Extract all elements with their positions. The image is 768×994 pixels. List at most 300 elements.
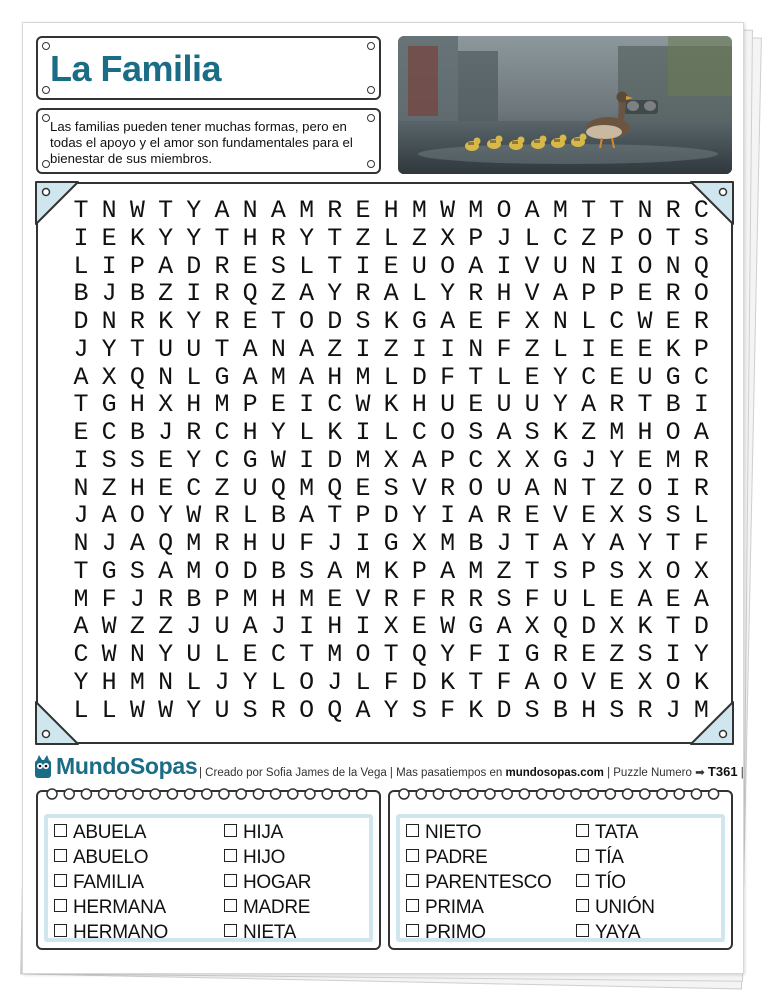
grid-letter[interactable]: Z bbox=[101, 473, 117, 503]
grid-letter[interactable]: M bbox=[299, 473, 315, 503]
grid-letter[interactable]: A bbox=[496, 418, 512, 447]
grid-letter[interactable]: G bbox=[665, 362, 681, 392]
grid-letter[interactable]: T bbox=[637, 390, 653, 420]
grid-letter[interactable]: R bbox=[693, 307, 709, 336]
word-list-item[interactable] bbox=[406, 872, 552, 894]
grid-letter[interactable]: U bbox=[158, 334, 174, 364]
grid-letter[interactable]: R bbox=[609, 390, 625, 420]
grid-letter[interactable]: Y bbox=[270, 418, 286, 447]
grid-letter[interactable]: R bbox=[270, 695, 286, 725]
grid-letter[interactable]: A bbox=[73, 362, 89, 392]
grid-letter[interactable]: K bbox=[693, 667, 709, 697]
grid-letter[interactable]: K bbox=[468, 695, 484, 725]
grid-letter[interactable]: M bbox=[129, 667, 145, 697]
grid-letter[interactable]: Y bbox=[186, 695, 202, 725]
grid-letter[interactable]: J bbox=[327, 529, 343, 558]
word-list-item[interactable] bbox=[54, 822, 146, 844]
grid-letter[interactable]: L bbox=[73, 695, 89, 725]
checkbox-icon[interactable] bbox=[406, 824, 419, 837]
grid-letter[interactable]: S bbox=[496, 584, 512, 614]
grid-letter[interactable]: M bbox=[299, 584, 315, 614]
grid-letter[interactable]: S bbox=[355, 307, 371, 336]
grid-letter[interactable]: J bbox=[496, 223, 512, 253]
grid-letter[interactable]: S bbox=[129, 445, 145, 475]
grid-letter[interactable]: I bbox=[665, 640, 681, 669]
grid-letter[interactable]: L bbox=[524, 223, 540, 253]
grid-letter[interactable]: P bbox=[581, 279, 597, 309]
grid-letter[interactable]: A bbox=[524, 667, 540, 697]
grid-letter[interactable]: X bbox=[524, 445, 540, 475]
grid-letter[interactable]: H bbox=[186, 390, 202, 420]
grid-letter[interactable]: F bbox=[693, 529, 709, 558]
grid-letter[interactable]: S bbox=[552, 556, 568, 586]
grid-letter[interactable]: W bbox=[158, 695, 174, 725]
grid-letter[interactable]: T bbox=[214, 334, 230, 364]
grid-letter[interactable]: I bbox=[355, 529, 371, 558]
grid-letter[interactable]: C bbox=[214, 445, 230, 475]
grid-letter[interactable]: A bbox=[299, 362, 315, 392]
grid-letter[interactable]: M bbox=[73, 584, 89, 614]
grid-letter[interactable]: X bbox=[158, 390, 174, 420]
grid-letter[interactable]: A bbox=[158, 556, 174, 586]
word-list-item[interactable] bbox=[576, 822, 638, 844]
grid-letter[interactable]: T bbox=[581, 196, 597, 225]
grid-letter[interactable]: Y bbox=[186, 445, 202, 475]
grid-letter[interactable]: A bbox=[524, 196, 540, 225]
grid-letter[interactable]: A bbox=[468, 501, 484, 531]
grid-letter[interactable]: U bbox=[637, 362, 653, 392]
grid-letter[interactable]: A bbox=[158, 251, 174, 281]
grid-letter[interactable]: A bbox=[299, 501, 315, 531]
grid-letter[interactable]: L bbox=[581, 584, 597, 614]
grid-letter[interactable]: R bbox=[440, 584, 456, 614]
grid-letter[interactable]: L bbox=[186, 362, 202, 392]
grid-letter[interactable]: E bbox=[637, 279, 653, 309]
grid-letter[interactable]: P bbox=[609, 223, 625, 253]
grid-letter[interactable]: V bbox=[524, 279, 540, 309]
grid-letter[interactable]: R bbox=[468, 584, 484, 614]
grid-letter[interactable]: W bbox=[129, 196, 145, 225]
grid-letter[interactable]: I bbox=[73, 445, 89, 475]
grid-letter[interactable]: A bbox=[327, 556, 343, 586]
grid-letter[interactable]: M bbox=[186, 529, 202, 558]
grid-letter[interactable]: Y bbox=[73, 667, 89, 697]
grid-letter[interactable]: J bbox=[665, 695, 681, 725]
grid-letter[interactable]: C bbox=[552, 223, 568, 253]
grid-letter[interactable]: N bbox=[242, 196, 258, 225]
grid-letter[interactable]: Y bbox=[693, 640, 709, 669]
grid-letter[interactable]: E bbox=[637, 445, 653, 475]
grid-letter[interactable]: J bbox=[186, 612, 202, 642]
grid-letter[interactable]: J bbox=[101, 279, 117, 309]
grid-letter[interactable]: R bbox=[355, 279, 371, 309]
grid-letter[interactable]: A bbox=[609, 529, 625, 558]
grid-letter[interactable]: E bbox=[355, 196, 371, 225]
grid-letter[interactable]: R bbox=[214, 279, 230, 309]
grid-letter[interactable]: E bbox=[468, 390, 484, 420]
grid-letter[interactable]: W bbox=[186, 501, 202, 531]
grid-letter[interactable]: G bbox=[468, 612, 484, 642]
grid-letter[interactable]: W bbox=[355, 390, 371, 420]
word-list-item[interactable] bbox=[576, 847, 624, 869]
grid-letter[interactable]: U bbox=[524, 390, 540, 420]
grid-letter[interactable]: R bbox=[214, 251, 230, 281]
grid-letter[interactable]: Z bbox=[411, 223, 427, 253]
grid-letter[interactable]: X bbox=[637, 667, 653, 697]
grid-letter[interactable]: D bbox=[581, 612, 597, 642]
grid-letter[interactable]: M bbox=[440, 529, 456, 558]
grid-letter[interactable]: K bbox=[327, 418, 343, 447]
grid-letter[interactable]: P bbox=[411, 556, 427, 586]
grid-letter[interactable]: W bbox=[129, 695, 145, 725]
checkbox-icon[interactable] bbox=[406, 849, 419, 862]
checkbox-icon[interactable] bbox=[406, 874, 419, 887]
grid-letter[interactable]: N bbox=[270, 334, 286, 364]
grid-letter[interactable]: C bbox=[411, 418, 427, 447]
grid-letter[interactable]: S bbox=[637, 640, 653, 669]
grid-letter[interactable]: O bbox=[299, 695, 315, 725]
grid-letter[interactable]: A bbox=[552, 529, 568, 558]
grid-letter[interactable]: P bbox=[693, 334, 709, 364]
grid-letter[interactable]: I bbox=[440, 334, 456, 364]
grid-letter[interactable]: R bbox=[129, 307, 145, 336]
grid-letter[interactable]: K bbox=[383, 307, 399, 336]
grid-letter[interactable]: J bbox=[73, 501, 89, 531]
grid-letter[interactable]: I bbox=[355, 251, 371, 281]
grid-letter[interactable]: O bbox=[468, 473, 484, 503]
grid-letter[interactable]: D bbox=[411, 362, 427, 392]
grid-letter[interactable]: M bbox=[693, 695, 709, 725]
checkbox-icon[interactable] bbox=[576, 924, 589, 937]
grid-letter[interactable]: Z bbox=[524, 334, 540, 364]
grid-letter[interactable]: Y bbox=[186, 307, 202, 336]
grid-letter[interactable]: M bbox=[468, 196, 484, 225]
grid-letter[interactable]: A bbox=[242, 362, 258, 392]
grid-letter[interactable]: L bbox=[214, 640, 230, 669]
grid-letter[interactable]: I bbox=[73, 223, 89, 253]
grid-letter[interactable]: N bbox=[158, 362, 174, 392]
grid-letter[interactable]: P bbox=[129, 251, 145, 281]
grid-letter[interactable]: R bbox=[327, 196, 343, 225]
checkbox-icon[interactable] bbox=[224, 899, 237, 912]
grid-letter[interactable]: O bbox=[129, 501, 145, 531]
grid-letter[interactable]: E bbox=[383, 251, 399, 281]
word-list-item[interactable] bbox=[224, 822, 283, 844]
word-list-item[interactable] bbox=[224, 922, 296, 944]
checkbox-icon[interactable] bbox=[54, 924, 67, 937]
grid-letter[interactable]: S bbox=[383, 473, 399, 503]
grid-letter[interactable]: L bbox=[552, 334, 568, 364]
grid-letter[interactable]: H bbox=[129, 390, 145, 420]
grid-letter[interactable]: R bbox=[440, 473, 456, 503]
grid-letter[interactable]: P bbox=[214, 584, 230, 614]
grid-letter[interactable]: U bbox=[270, 529, 286, 558]
grid-letter[interactable]: Z bbox=[270, 279, 286, 309]
grid-letter[interactable]: Y bbox=[440, 640, 456, 669]
grid-letter[interactable]: U bbox=[552, 584, 568, 614]
grid-letter[interactable]: F bbox=[440, 362, 456, 392]
word-list-item[interactable] bbox=[576, 897, 655, 919]
grid-letter[interactable]: U bbox=[214, 612, 230, 642]
grid-letter[interactable]: N bbox=[468, 334, 484, 364]
grid-letter[interactable]: P bbox=[440, 445, 456, 475]
grid-letter[interactable]: P bbox=[609, 279, 625, 309]
grid-letter[interactable]: J bbox=[270, 612, 286, 642]
grid-letter[interactable]: Z bbox=[383, 334, 399, 364]
grid-letter[interactable]: C bbox=[214, 418, 230, 447]
grid-letter[interactable]: Y bbox=[186, 223, 202, 253]
grid-letter[interactable]: I bbox=[186, 279, 202, 309]
grid-letter[interactable]: A bbox=[637, 584, 653, 614]
grid-letter[interactable]: A bbox=[214, 196, 230, 225]
grid-letter[interactable]: O bbox=[440, 418, 456, 447]
grid-letter[interactable]: O bbox=[355, 640, 371, 669]
grid-letter[interactable]: X bbox=[496, 445, 512, 475]
grid-letter[interactable]: R bbox=[214, 307, 230, 336]
grid-letter[interactable]: S bbox=[101, 445, 117, 475]
grid-letter[interactable]: X bbox=[637, 556, 653, 586]
grid-letter[interactable]: A bbox=[242, 612, 258, 642]
word-list-item[interactable] bbox=[224, 897, 310, 919]
grid-letter[interactable]: H bbox=[242, 529, 258, 558]
checkbox-icon[interactable] bbox=[54, 824, 67, 837]
grid-letter[interactable]: U bbox=[552, 251, 568, 281]
grid-letter[interactable]: X bbox=[383, 445, 399, 475]
checkbox-icon[interactable] bbox=[224, 924, 237, 937]
grid-letter[interactable]: Q bbox=[327, 695, 343, 725]
word-list-item[interactable] bbox=[406, 897, 484, 919]
checkbox-icon[interactable] bbox=[224, 874, 237, 887]
grid-letter[interactable]: O bbox=[693, 279, 709, 309]
grid-letter[interactable]: M bbox=[355, 556, 371, 586]
grid-letter[interactable]: W bbox=[101, 640, 117, 669]
grid-letter[interactable]: U bbox=[496, 473, 512, 503]
checkbox-icon[interactable] bbox=[576, 849, 589, 862]
checkbox-icon[interactable] bbox=[576, 824, 589, 837]
grid-letter[interactable]: Q bbox=[158, 529, 174, 558]
checkbox-icon[interactable] bbox=[406, 899, 419, 912]
grid-letter[interactable]: D bbox=[496, 695, 512, 725]
grid-letter[interactable]: Y bbox=[552, 390, 568, 420]
grid-letter[interactable]: W bbox=[440, 612, 456, 642]
grid-letter[interactable]: M bbox=[299, 196, 315, 225]
grid-letter[interactable]: Q bbox=[242, 279, 258, 309]
grid-letter[interactable]: E bbox=[524, 501, 540, 531]
grid-letter[interactable]: E bbox=[665, 584, 681, 614]
grid-letter[interactable]: E bbox=[581, 501, 597, 531]
grid-letter[interactable]: H bbox=[270, 584, 286, 614]
grid-letter[interactable]: A bbox=[552, 279, 568, 309]
grid-letter[interactable]: T bbox=[581, 473, 597, 503]
grid-letter[interactable]: A bbox=[299, 279, 315, 309]
grid-letter[interactable]: Z bbox=[609, 473, 625, 503]
grid-letter[interactable]: E bbox=[411, 612, 427, 642]
grid-letter[interactable]: D bbox=[383, 501, 399, 531]
checkbox-icon[interactable] bbox=[54, 849, 67, 862]
grid-letter[interactable]: B bbox=[270, 556, 286, 586]
grid-letter[interactable]: O bbox=[637, 223, 653, 253]
grid-letter[interactable]: T bbox=[468, 362, 484, 392]
grid-letter[interactable]: W bbox=[101, 612, 117, 642]
grid-letter[interactable]: N bbox=[101, 196, 117, 225]
grid-letter[interactable]: Q bbox=[693, 251, 709, 281]
grid-letter[interactable]: X bbox=[383, 612, 399, 642]
grid-letter[interactable]: E bbox=[242, 307, 258, 336]
grid-letter[interactable]: C bbox=[101, 418, 117, 447]
grid-letter[interactable]: L bbox=[299, 418, 315, 447]
grid-letter[interactable]: E bbox=[524, 362, 540, 392]
grid-letter[interactable]: R bbox=[693, 473, 709, 503]
grid-letter[interactable]: R bbox=[468, 279, 484, 309]
grid-letter[interactable]: U bbox=[411, 251, 427, 281]
grid-letter[interactable]: F bbox=[496, 334, 512, 364]
grid-letter[interactable]: X bbox=[524, 612, 540, 642]
grid-letter[interactable]: E bbox=[327, 584, 343, 614]
grid-letter[interactable]: F bbox=[496, 307, 512, 336]
grid-letter[interactable]: E bbox=[158, 445, 174, 475]
grid-letter[interactable]: U bbox=[440, 390, 456, 420]
grid-letter[interactable]: S bbox=[524, 695, 540, 725]
grid-letter[interactable]: G bbox=[411, 307, 427, 336]
grid-letter[interactable]: E bbox=[609, 584, 625, 614]
grid-letter[interactable]: N bbox=[552, 307, 568, 336]
grid-letter[interactable]: N bbox=[581, 251, 597, 281]
checkbox-icon[interactable] bbox=[54, 899, 67, 912]
word-list-item[interactable] bbox=[54, 847, 148, 869]
grid-letter[interactable]: L bbox=[73, 251, 89, 281]
grid-letter[interactable]: E bbox=[73, 418, 89, 447]
grid-letter[interactable]: Q bbox=[129, 362, 145, 392]
grid-letter[interactable]: R bbox=[383, 584, 399, 614]
grid-letter[interactable]: K bbox=[383, 390, 399, 420]
grid-letter[interactable]: T bbox=[270, 307, 286, 336]
grid-letter[interactable]: Q bbox=[552, 612, 568, 642]
grid-letter[interactable]: I bbox=[355, 418, 371, 447]
grid-letter[interactable]: S bbox=[693, 223, 709, 253]
grid-letter[interactable]: N bbox=[73, 529, 89, 558]
grid-letter[interactable]: A bbox=[101, 501, 117, 531]
checkbox-icon[interactable] bbox=[54, 874, 67, 887]
grid-letter[interactable]: N bbox=[637, 196, 653, 225]
grid-letter[interactable]: M bbox=[327, 640, 343, 669]
grid-letter[interactable]: A bbox=[411, 445, 427, 475]
grid-letter[interactable]: C bbox=[468, 445, 484, 475]
grid-letter[interactable]: A bbox=[440, 556, 456, 586]
grid-letter[interactable]: F bbox=[383, 667, 399, 697]
grid-letter[interactable]: A bbox=[440, 307, 456, 336]
grid-letter[interactable]: E bbox=[242, 251, 258, 281]
grid-letter[interactable]: M bbox=[242, 584, 258, 614]
grid-letter[interactable]: S bbox=[609, 556, 625, 586]
grid-letter[interactable]: T bbox=[214, 223, 230, 253]
grid-letter[interactable]: D bbox=[242, 556, 258, 586]
grid-letter[interactable]: O bbox=[637, 473, 653, 503]
grid-letter[interactable]: Z bbox=[129, 612, 145, 642]
grid-letter[interactable]: N bbox=[665, 251, 681, 281]
grid-letter[interactable]: H bbox=[129, 473, 145, 503]
grid-letter[interactable]: I bbox=[440, 501, 456, 531]
grid-letter[interactable]: F bbox=[440, 695, 456, 725]
grid-letter[interactable]: E bbox=[101, 223, 117, 253]
grid-letter[interactable]: C bbox=[73, 640, 89, 669]
grid-letter[interactable]: D bbox=[186, 251, 202, 281]
grid-letter[interactable]: Z bbox=[158, 279, 174, 309]
grid-letter[interactable]: J bbox=[496, 529, 512, 558]
grid-letter[interactable]: A bbox=[270, 196, 286, 225]
grid-letter[interactable]: L bbox=[496, 362, 512, 392]
grid-letter[interactable]: B bbox=[129, 279, 145, 309]
grid-letter[interactable]: H bbox=[327, 612, 343, 642]
grid-letter[interactable]: V bbox=[355, 584, 371, 614]
grid-letter[interactable]: P bbox=[242, 390, 258, 420]
word-list-item[interactable] bbox=[406, 847, 488, 869]
grid-letter[interactable]: R bbox=[186, 418, 202, 447]
grid-letter[interactable]: R bbox=[693, 445, 709, 475]
grid-letter[interactable]: B bbox=[73, 279, 89, 309]
grid-letter[interactable]: S bbox=[299, 556, 315, 586]
grid-letter[interactable]: I bbox=[299, 390, 315, 420]
grid-letter[interactable]: Z bbox=[158, 612, 174, 642]
grid-letter[interactable]: M bbox=[411, 196, 427, 225]
grid-letter[interactable]: Z bbox=[214, 473, 230, 503]
grid-letter[interactable]: O bbox=[637, 251, 653, 281]
grid-letter[interactable]: F bbox=[496, 667, 512, 697]
grid-letter[interactable]: S bbox=[270, 251, 286, 281]
checkbox-icon[interactable] bbox=[576, 899, 589, 912]
word-list-item[interactable] bbox=[224, 847, 285, 869]
grid-letter[interactable]: J bbox=[158, 418, 174, 447]
grid-letter[interactable]: C bbox=[327, 390, 343, 420]
grid-letter[interactable]: R bbox=[214, 501, 230, 531]
grid-letter[interactable]: L bbox=[693, 501, 709, 531]
grid-letter[interactable]: Q bbox=[411, 640, 427, 669]
grid-letter[interactable]: L bbox=[383, 223, 399, 253]
grid-letter[interactable]: V bbox=[581, 667, 597, 697]
grid-letter[interactable]: T bbox=[129, 334, 145, 364]
grid-letter[interactable]: K bbox=[158, 307, 174, 336]
grid-letter[interactable]: T bbox=[383, 640, 399, 669]
grid-letter[interactable]: H bbox=[327, 362, 343, 392]
checkbox-icon[interactable] bbox=[406, 924, 419, 937]
grid-letter[interactable]: G bbox=[214, 362, 230, 392]
grid-letter[interactable]: H bbox=[383, 196, 399, 225]
grid-letter[interactable]: X bbox=[101, 362, 117, 392]
grid-letter[interactable]: K bbox=[383, 556, 399, 586]
grid-letter[interactable]: O bbox=[299, 307, 315, 336]
grid-letter[interactable]: P bbox=[581, 556, 597, 586]
grid-letter[interactable]: M bbox=[355, 362, 371, 392]
grid-letter[interactable]: E bbox=[355, 473, 371, 503]
grid-letter[interactable]: N bbox=[73, 473, 89, 503]
grid-letter[interactable]: Y bbox=[101, 334, 117, 364]
grid-letter[interactable]: C bbox=[693, 362, 709, 392]
grid-letter[interactable]: M bbox=[186, 556, 202, 586]
grid-letter[interactable]: Y bbox=[637, 529, 653, 558]
grid-letter[interactable]: O bbox=[665, 418, 681, 447]
grid-letter[interactable]: J bbox=[327, 667, 343, 697]
grid-letter[interactable]: I bbox=[496, 251, 512, 281]
grid-letter[interactable]: E bbox=[468, 307, 484, 336]
grid-letter[interactable]: K bbox=[637, 612, 653, 642]
grid-letter[interactable]: S bbox=[665, 501, 681, 531]
grid-letter[interactable]: B bbox=[552, 695, 568, 725]
grid-letter[interactable]: Y bbox=[383, 695, 399, 725]
grid-letter[interactable]: T bbox=[665, 529, 681, 558]
grid-letter[interactable]: G bbox=[524, 640, 540, 669]
grid-letter[interactable]: L bbox=[270, 667, 286, 697]
grid-letter[interactable]: F bbox=[411, 584, 427, 614]
grid-letter[interactable]: T bbox=[73, 556, 89, 586]
